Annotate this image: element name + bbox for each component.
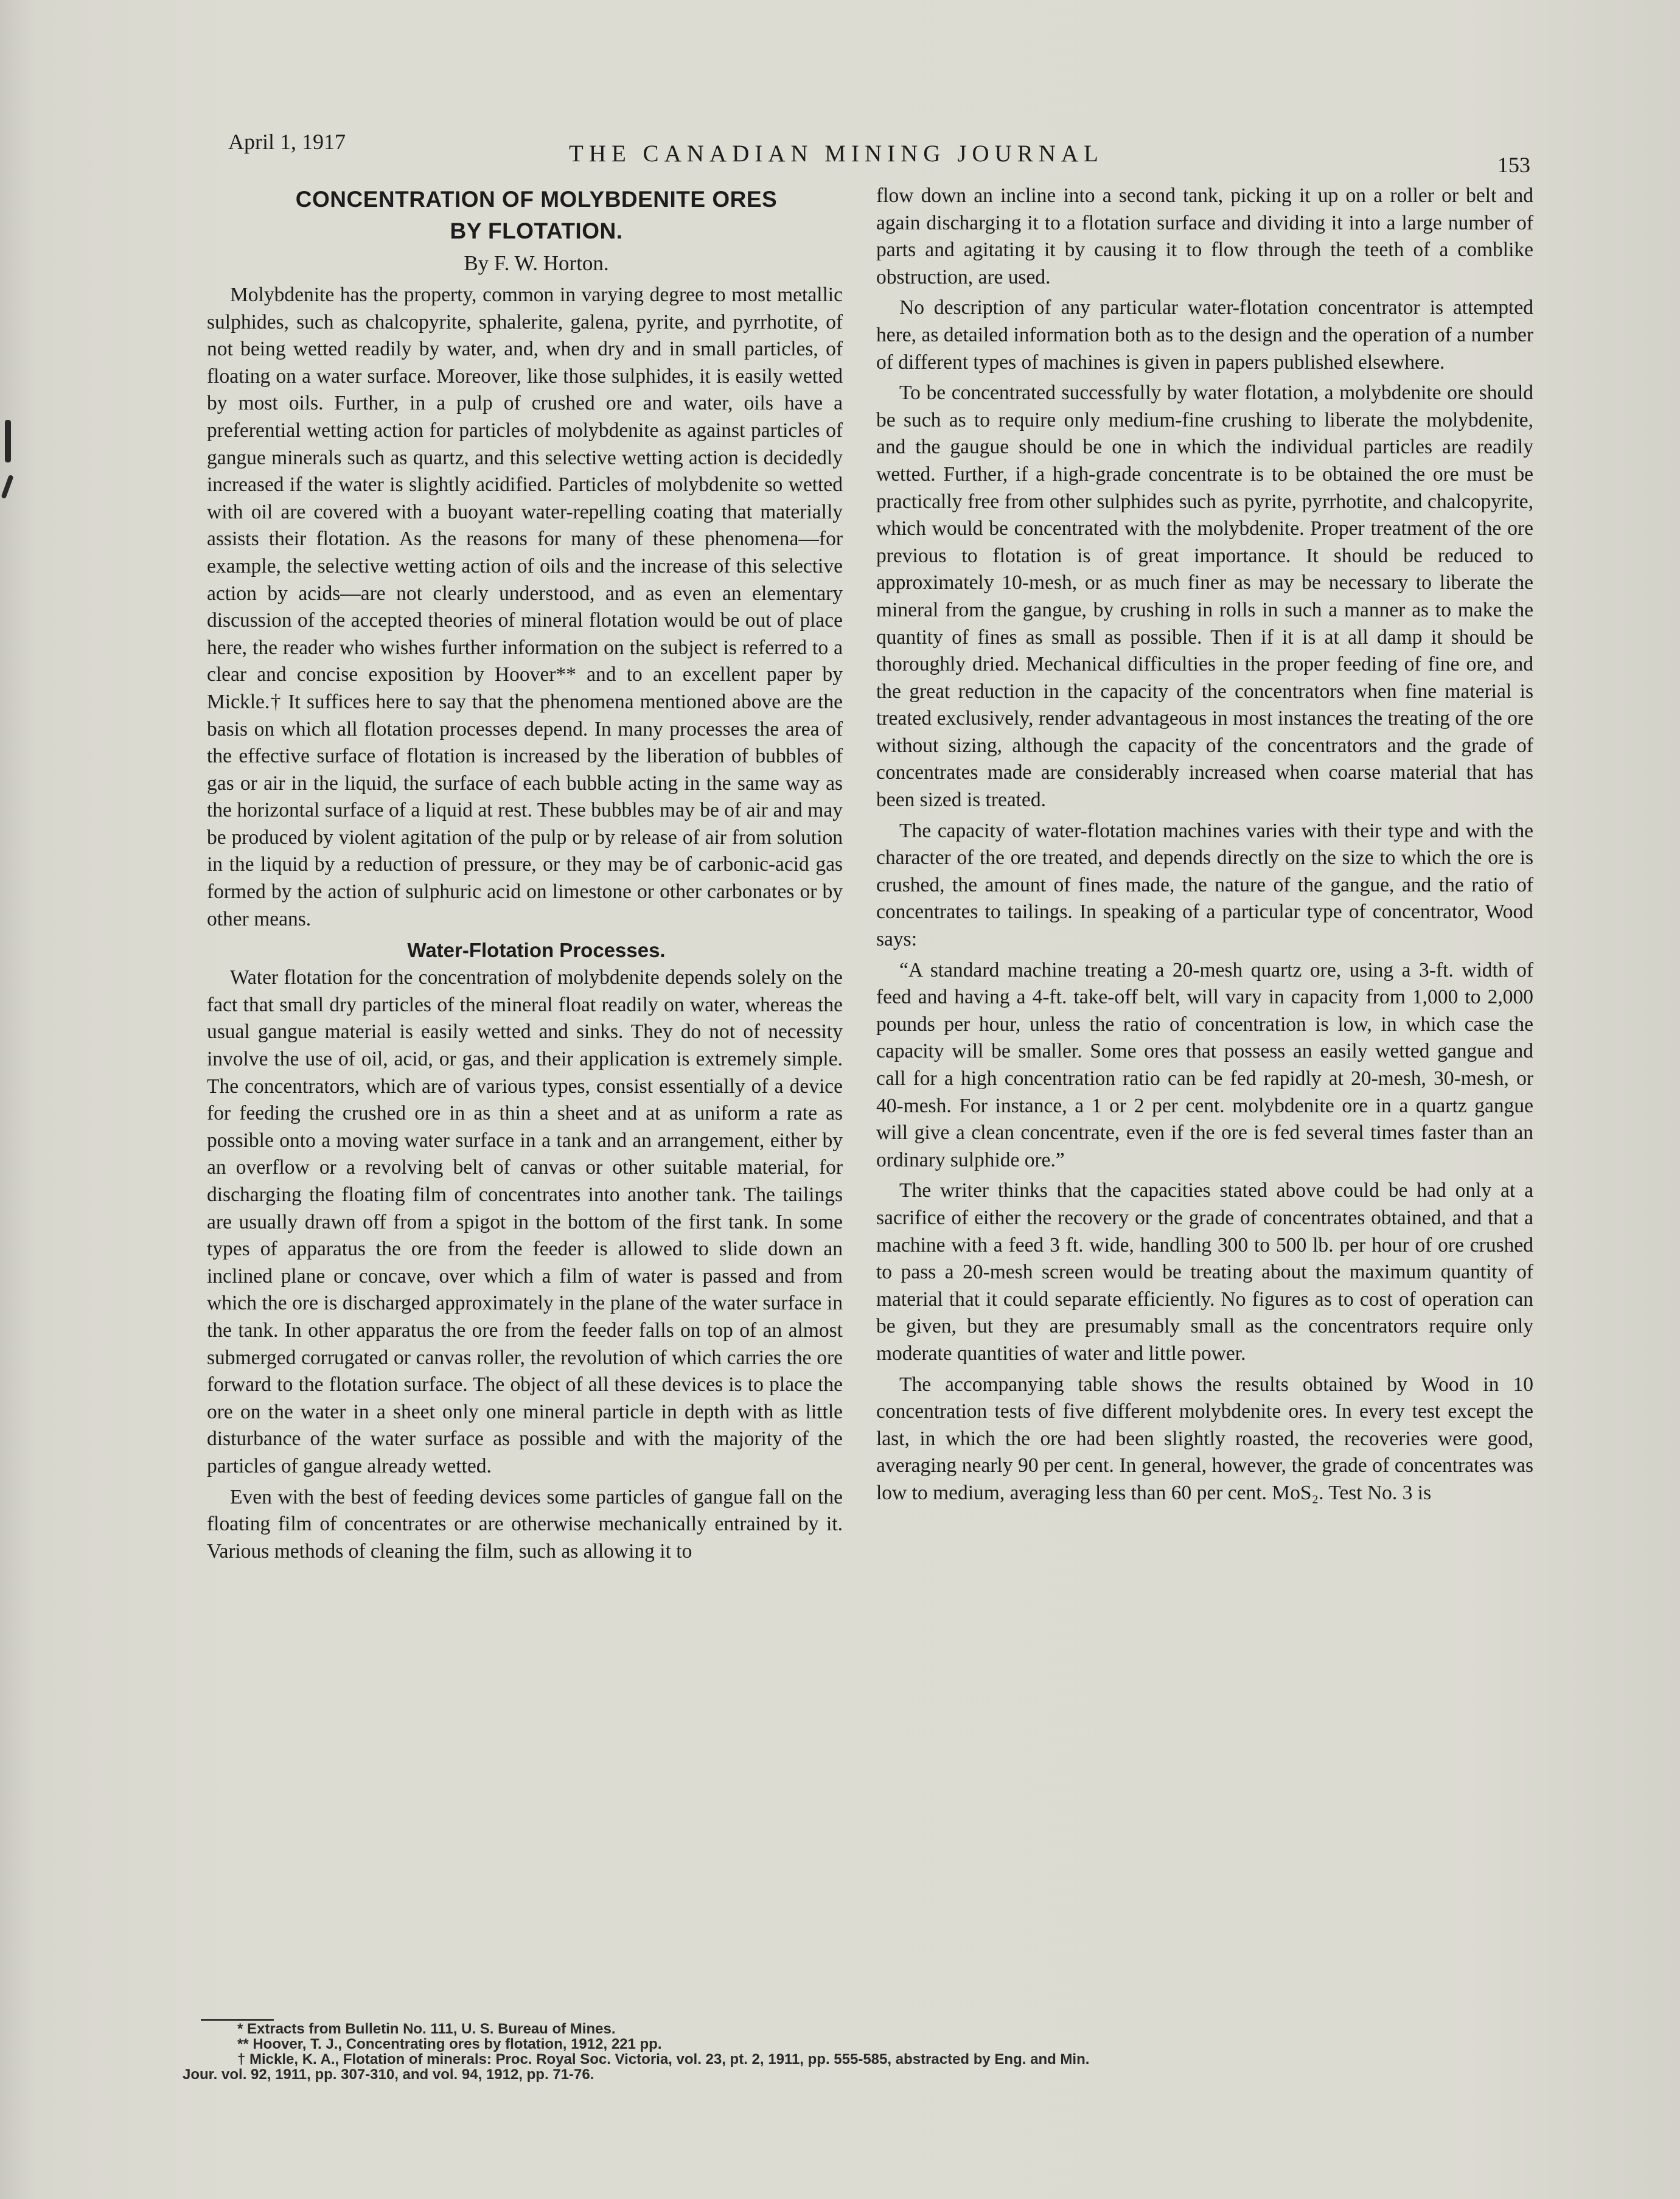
paragraph: The writer thinks that the capacities stated above could be had only at a sacrifice of either the recovery or the grade of concentrates obtained, and that a machine with a feed 3 ft. wide, handling 300 to 500 lb. per hour of ore crushed to pass a 20-mesh screen would be treating about the maximum quantity of material that it could separate efficiently. No figures as to cost of operation can be given, but they are presumably small as the concentrators require only moderate quantities of water and little power.	[876, 1179, 1533, 1365]
byline: By F. W. Horton.	[464, 251, 609, 275]
paragraph: Water flotation for the concentration of molybdenite depends solely on the fact that small dry particles of the mineral float readily on water, whereas the usual gangue material is easily wetted and sinks. They do not of necessity involve the use of oil, acid, or gas, and their application is extremely simple. The concentrators, which are of various types, consist essentially of a device for feeding the crushed ore in as thin a sheet and at as uniform a rate as possible onto a moving water surface in a tank and an arrangement, either by an overflow or a revolving belt of canvas or other suitable material, for discharging the floating film of concentrates into another tank. The tailings are usually drawn off from a spigot in the bottom of the first tank. In some types of apparatus the ore from the feeder is allowed to slide down an inclined plane or concave, over which a film of water is passed and from which the ore is discharged approximately in the plane of the water surface in the tank. In other apparatus the ore from the feeder falls on top of an almost submerged corrugated or canvas roller, the revolution of which carries the ore forward to the flotation surface. The object of all these devices is to place the ore on the water in a sheet only one mineral particle in depth with as little disturbance of the water surface as possible and with the majority of the particles of gangue already wetted.	[207, 966, 843, 1477]
paragraph: Molybdenite has the property, common in varying degree to most metallic sulphides, such as chalcopyrite, sphalerite, galena, pyrite, and pyrrhotite, of not being wetted readily by water, and, when dry and in small particles, of floating on a water surface. Moreover, like those sulphides, it is easily wetted by most oils. Further, in a pulp of crushed ore and water, oils have a preferential wetting action for particles of molybdenite as against particles of gangue minerals such as quartz, and this selective wetting action is decidedly increased if the water is slightly acidified. Particles of molybdenite so wetted with oil are covered with a buoyant water-repelling coating that materially assists their flotation. As the reasons for many of these phenomena—for example, the selective wetting action of oils and the increase of this selective action by acids—are not clearly understood, and as even an elementary discussion of the accepted theories of mineral flotation would be out of place here, the reader who wishes further information on the subject is referred to a clear and concise exposition by Hoover** and to an excellent paper by Mickle.† It suffices here to say that the phenomena mentioned above are the basis on which all flotation processes depend. In many processes the area of the effective surface of flotation is increased by the liberation of bubbles of gas or air in the liquid, the surface of each bubble acting in the same way as the horizontal surface of a liquid at rest. These bubbles may be of air and may be produced by violent agitation of the pulp or by release of air from solution in the liquid by a reduction of pressure, or they may be of carbonic-acid gas formed by the action of sulphuric acid on limestone or other carbonates or by other means.	[207, 284, 843, 930]
section-heading: Water-Flotation Processes.	[407, 939, 666, 962]
quotation: “A standard machine treating a 20-mesh quartz ore, using a 3-ft. width of feed and having a 4-ft. take-off belt, will vary in capacity from 1,000 to 2,000 pounds per hour, unless the ratio of concentration is low, in which case the capacity will be smaller. Some ores that possess an easily wetted gangue and call for a high concentration ratio can be fed rapidly at 20-mesh, 30-mesh, or 40-mesh. For instance, a 1 or 2 per cent. molybdenite ore in a quartz gangue will give a clean concentrate, even if the ore is fed several times faster than an ordinary sulphide ore.”	[876, 958, 1533, 1171]
paragraph: The capacity of water-flotation machines varies with their type and with the character of the ore treated, and depends directly on the size to which the ore is crushed, the amount of fines made, the nature of the gangue, and the ratio of concentrates to tailings. In speaking of a particular type of concentrator, Wood says:	[876, 819, 1533, 951]
issue-date: April 1, 1917	[228, 130, 346, 154]
footnote: ** Hoover, T. J., Concentrating ores by flotation, 1912, 221 pp.	[237, 2036, 662, 2052]
journal-title: THE CANADIAN MINING JOURNAL	[569, 141, 1104, 167]
footnotes	[183, 2021, 1521, 2082]
left-column	[207, 186, 843, 1565]
paragraph: No description of any particular water-flotation concentrator is attempted here, as detailed information both as to the design and the operation of a number of different types of machines is given in papers published elsewhere.	[876, 296, 1533, 374]
paragraph: Even with the best of feeding devices some particles of gangue fall on the floating film of concentrates or are otherwise mechanically entrained by it. Various methods of cleaning the film, such as allowing it to	[207, 1485, 843, 1563]
paragraph: flow down an incline into a second tank, picking it up on a roller or belt and again discharging it to a flotation surface and dividing it into a large number of parts and agitating it by causing it to flow through the teeth of a comblike obstruction, are used.	[876, 184, 1533, 288]
right-column	[876, 183, 1533, 1507]
binding-mark	[5, 420, 11, 462]
paragraph: The accompanying table shows the results obtained by Wood in 10 concentration tests of five different molybdenite ores. In every test except the last, in which the ore had been slightly roasted, the recoveries were good, averaging nearly 90 per cent. In general, however, the grade of concentrates was low to medium, averaging less than 60 per cent. MoS₂. Test No. 3 is	[876, 1373, 1533, 1504]
page-number: 153	[1497, 153, 1530, 177]
article-title-line2: BY FLOTATION.	[450, 218, 623, 243]
article-title-line1: CONCENTRATION OF MOLYBDENITE ORES	[295, 187, 778, 212]
footnote: † Mickle, K. A., Flotation of minerals: Proc. Royal Soc. Victoria, vol. 23, pt. 2, 1911, pp. 555-585, abstracted by Eng. and Min.	[237, 2051, 1090, 2068]
footnote: * Extracts from Bulletin No. 111, U. S. Bureau of Mines.	[237, 2021, 616, 2037]
footnote-continuation: Jour. vol. 92, 1911, pp. 307-310, and vol. 94, 1912, pp. 71-76.	[183, 2066, 594, 2083]
page-header	[228, 129, 1530, 177]
paragraph: To be concentrated successfully by water flotation, a molybdenite ore should be such as to require only medium-fine crushing to liberate the molybdenite, and the gaugue should be one in which the individual particles are readily wetted. Further, if a high-grade concentrate is to be obtained the ore must be practically free from other sulphides such as pyrite, pyrrhotite, and chalcopyrite, which would be concentrated with the molybdenite. Proper treatment of the ore previous to flotation is of great importance. It should be reduced to approximately 10-mesh, or as much finer as may be necessary to liberate the mineral from the gangue, by crushing in rolls in such a manner as to make the quantity of fines as small as possible. Then if it is at all damp it should be thoroughly dried. Mechanical difficulties in the proper feeding of fine ore, and the great reduction in the capacity of the concentrators when fine material is treated exclusively, render advantageous in most instances the treating of the ore without sizing, although the capacity of the concentrators and the grade of concentrates made are considerably increased when coarse material that has been sized is treated.	[876, 382, 1533, 812]
